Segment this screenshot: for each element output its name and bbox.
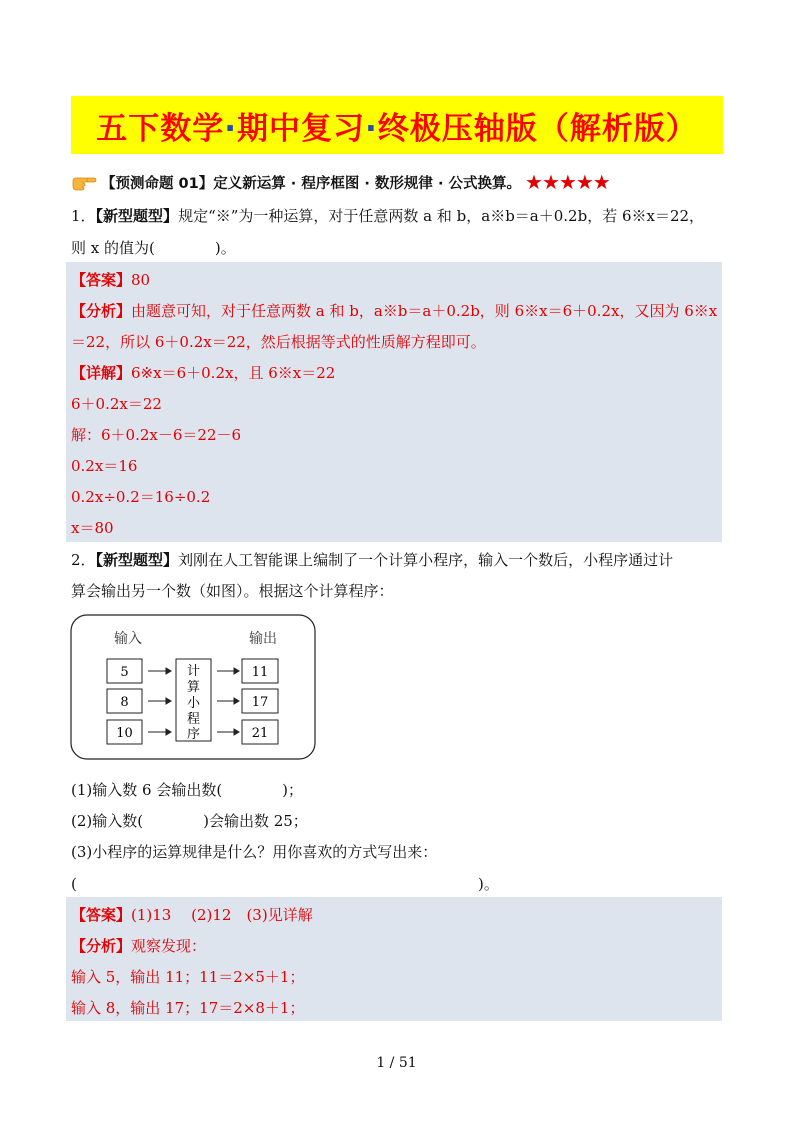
title-part-3: 终极压轴版（解析版）	[377, 110, 698, 147]
q1-answer-label: 【答案】	[71, 271, 132, 289]
q2-line-2: 算会输出另一个数（如图）。根据这个计算程序：	[71, 582, 394, 600]
program-char: 计	[186, 664, 201, 679]
title-part-1: 五下数学	[96, 110, 225, 147]
q1-detail-text: 6※x＝6＋0.2x，且 6※x＝22	[131, 364, 336, 382]
q2-number: 2．	[71, 551, 96, 569]
topic-text: 【预测命题 01】定义新运算 · 程序框图 · 数形规律 · 公式换算。	[101, 175, 522, 192]
input-value: 8	[120, 695, 129, 710]
q1-step: 0.2x÷0.2＝16÷0.2	[71, 488, 211, 506]
q2-answer-value: (1)13 (2)12 (3)见详解	[131, 906, 313, 924]
q2-subquestion-2: (2)输入数( )会输出数 25；	[71, 812, 308, 830]
title-part-2: 期中复习	[237, 110, 365, 147]
output-value: 11	[251, 665, 269, 680]
difficulty-stars: ★★★★★	[525, 170, 610, 194]
q2-answer-label: 【答案】	[71, 906, 132, 924]
q2-observation: 输入 5，输出 11；11＝2×5＋1；	[71, 968, 305, 986]
q1-detail-label: 【详解】	[71, 364, 132, 382]
q2-answer	[71, 905, 313, 925]
q1-step: 0.2x＝16	[71, 457, 138, 475]
q2-observation: 输入 8，输出 17；17＝2×8＋1；	[71, 999, 305, 1017]
output-label: 输出	[249, 631, 277, 647]
q2-analysis-label: 【分析】	[71, 937, 132, 955]
q1-line-1	[71, 206, 704, 226]
page-title	[96, 103, 698, 148]
topic-heading	[71, 168, 610, 196]
pointing-hand-icon	[71, 172, 97, 192]
q1-analysis-line-1	[71, 301, 717, 321]
q2-tag: 【新型题型】	[95, 551, 179, 569]
title-banner	[71, 96, 723, 154]
q2-analysis-text: 观察发现：	[131, 937, 207, 955]
q1-detail-line	[71, 363, 335, 383]
q2-blank-close: )。	[478, 875, 499, 893]
q1-answer-value: 80	[131, 271, 151, 289]
q1-step: 解：6＋0.2x－6＝22－6	[71, 426, 242, 444]
q1-analysis-text-1: 由题意可知，对于任意两数 a 和 b，a※b＝a＋0.2b，则 6※x＝6＋0.2x，又因为 6※x	[131, 302, 718, 320]
program-char: 小	[186, 696, 201, 711]
program-diagram	[70, 614, 318, 762]
q1-analysis-label: 【分析】	[71, 302, 132, 320]
q1-analysis-line-2: ＝22，所以 6＋0.2x＝22，然后根据等式的性质解方程即可。	[71, 333, 486, 351]
q1-step: x＝80	[71, 519, 114, 537]
q2-subquestion-1: (1)输入数 6 会输出数( )；	[71, 781, 304, 799]
q2-subquestion-3: (3)小程序的运算规律是什么？用你喜欢的方式写出来：	[71, 843, 438, 861]
page-number: 1 / 51	[376, 1055, 417, 1071]
q1-line-2: 则 x 的值为( )。	[71, 239, 236, 257]
q2-blank-open: (	[71, 875, 77, 893]
program-char: 算	[186, 680, 201, 695]
input-value: 5	[120, 665, 129, 680]
program-char: 程	[186, 712, 201, 727]
q1-answer	[71, 270, 150, 290]
program-char: 序	[186, 727, 201, 742]
q1-tag: 【新型题型】	[95, 207, 179, 225]
q1-text-1: 规定“※”为一种运算，对于任意两数 a 和 b，a※b＝a＋0.2b，若 6※x＝22，	[178, 207, 705, 225]
q2-text-1: 刘刚在人工智能课上编制了一个计算小程序，输入一个数后，小程序通过计	[178, 551, 674, 569]
title-separator: ·	[365, 110, 378, 147]
title-separator: ·	[224, 110, 237, 147]
q1-number: 1．	[71, 207, 96, 225]
output-value: 17	[251, 695, 269, 710]
output-value: 21	[251, 726, 269, 741]
q2-line-1	[71, 550, 673, 570]
input-label: 输入	[114, 631, 142, 647]
input-value: 10	[116, 726, 133, 741]
q1-step: 6＋0.2x＝22	[71, 395, 162, 413]
q2-analysis-line	[71, 936, 206, 956]
